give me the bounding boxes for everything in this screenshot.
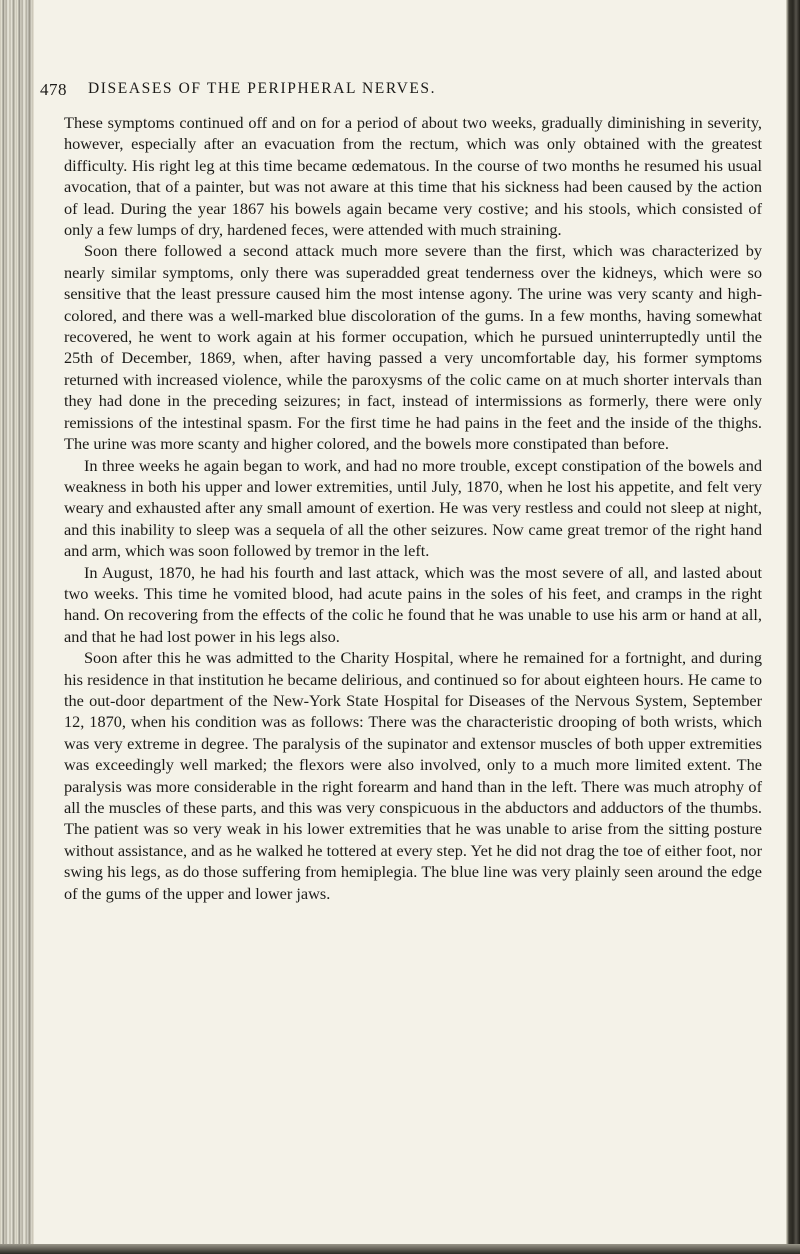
paragraph: Soon after this he was admitted to the Charity Hospital, where he remained for a fortnight, and during his residence in that institution he became delirious, and continued so for about eighteen hours. He came to the out-door department of the New-York State Hospital for Diseases of the Nervous System, September 12, 1870, when his condition was as follows: There was the characteristic drooping of both wrists, which was very extreme in degree. The paralysis of the supinator and extensor muscles of both upper extremities was exceedingly well marked; the flexors were also involved, only to a much more limited extent. The paralysis was more considerable in the right forearm and hand than in the left. There was much atrophy of all the muscles of these parts, and this was very conspicuous in the abductors and adductors of the thumbs. The patient was so very weak in his lower extremities that he was unable to arise from the sitting posture without assistance, and as he walked he tottered at every step. Yet he did not drag the toe of either foot, nor swing his legs, as do those suffering from hemiplegia. The blue line was very plainly seen around the edge of the gums of the upper and lower jaws. (64, 648, 762, 903)
body-text (64, 112, 762, 904)
paragraph: These symptoms continued off and on for a period of about two weeks, gradually diminishing in severity, however, especially after an evacuation from the rectum, which was only obtained with the greatest difficulty. His right leg at this time became œdematous. In the course of two months he resumed his usual avocation, that of a painter, but was not aware at this time that his sickness had been caused by the action of lead. During the year 1867 his bowels again became very costive; and his stools, which consisted of only a few lumps of dry, hardened feces, were attended with much straining. (64, 113, 762, 240)
binding-edge-left (0, 0, 34, 1254)
binding-edge-right (786, 0, 800, 1254)
running-head: DISEASES OF THE PERIPHERAL NERVES. (88, 80, 437, 97)
page-bottom-edge (0, 1244, 800, 1254)
paragraph: Soon there followed a second attack much more severe than the first, which was characterized by nearly similar symptoms, only there was superadded great tenderness over the kidneys, which were so sensitive that the least pressure caused him the most intense agony. The urine was very scanty and high-colored, and there was a well-marked blue discoloration of the gums. In a few months, having somewhat recovered, he went to work again at his former occupation, which he pursued uninterruptedly until the 25th of December, 1869, when, after having passed a very uncomfortable day, his former symptoms returned with increased violence, while the paroxysms of the colic came on at much shorter intervals than they had done in the preceding seizures; in fact, instead of intermissions as formerly, there were only remissions of the intestinal spasm. For the first time he had pains in the feet and the inside of the thighs. The urine was more scanty and higher colored, and the bowels more constipated than before. (64, 241, 762, 454)
paragraph: In three weeks he again began to work, and had no more trouble, except constipation of the bowels and weakness in both his upper and lower extremities, until July, 1870, when he lost his appetite, and felt very weary and exhausted after any small amount of exertion. He was very restless and could not sleep at night, and this inability to sleep was a sequela of all the other seizures. Now came great tremor of the right hand and arm, which was soon followed by tremor in the left. (64, 455, 762, 561)
page-number: 478 (40, 80, 67, 99)
paragraph: In August, 1870, he had his fourth and last attack, which was the most severe of all, and lasted about two weeks. This time he vomited blood, had acute pains in the soles of his feet, and cramps in the right hand. On recovering from the effects of the colic he found that he was unable to use his arm or hand at all, and that he had lost power in his legs also. (64, 562, 762, 646)
page-header (40, 80, 760, 102)
